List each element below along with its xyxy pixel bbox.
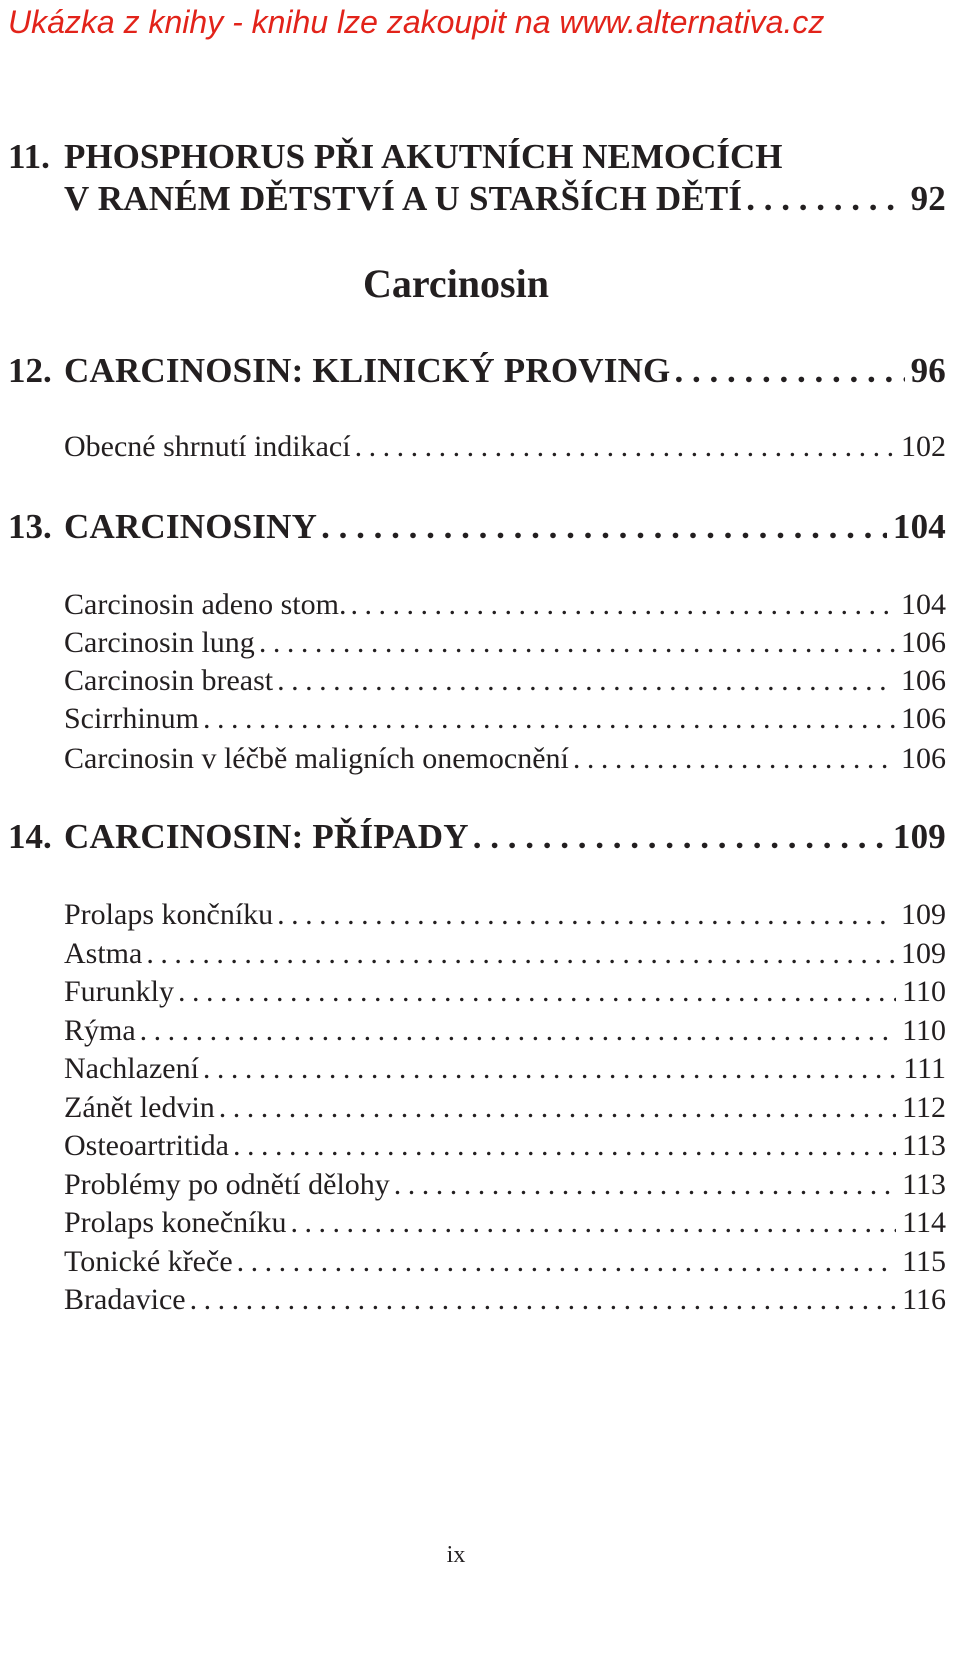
dot-leader: [746, 178, 904, 220]
dot-leader: [674, 350, 904, 392]
toc-chapter-entry: [64, 506, 946, 548]
dot-leader: [473, 816, 887, 858]
toc-chapter-entry: [64, 816, 946, 858]
chapter-title-line: V RANÉM DĚTSTVÍ A U STARŠÍCH DĚTÍ: [64, 179, 743, 218]
page-number: 109: [892, 817, 946, 856]
page-number: 104: [892, 507, 946, 546]
entry-title: Problémy po odnětí dělohy: [64, 1168, 390, 1201]
chapter-title-line: PHOSPHORUS PŘI AKUTNÍCH NEMOCÍCH: [64, 137, 783, 176]
toc-chapter-entry: [64, 178, 946, 220]
dot-leader: [203, 1050, 897, 1088]
toc-entry: [64, 740, 946, 778]
entry-title: Nachlazení: [64, 1052, 199, 1085]
entry-title: Carcinosin adeno stom.: [64, 588, 347, 621]
dot-leader: [321, 506, 887, 548]
chapter-number: 13.: [8, 507, 52, 546]
page-number: 112: [902, 1091, 946, 1124]
toc-entry: [64, 1166, 946, 1204]
dot-leader: [237, 1243, 896, 1281]
toc-entry: [64, 896, 946, 934]
toc-entry: [64, 1089, 946, 1127]
dot-leader: [146, 935, 895, 973]
page-number: 106: [901, 664, 946, 697]
page-number: 106: [901, 742, 946, 775]
chapter-number: 14.: [8, 817, 52, 856]
entry-title: Zánět ledvin: [64, 1091, 215, 1124]
dot-leader: [394, 1166, 896, 1204]
toc-entry: [64, 1243, 946, 1281]
toc-entry: [64, 1204, 946, 1242]
promo-banner: Ukázka z knihy - knihu lze zakoupit na www.alternativa.cz: [8, 4, 825, 40]
entry-title: Scirrhinum: [64, 702, 199, 735]
chapter-title: CARCINOSIN: KLINICKÝ PROVING: [64, 351, 671, 390]
toc-entry: [64, 1050, 946, 1088]
chapter-title: CARCINOSIN: PŘÍPADY: [64, 817, 469, 856]
dot-leader: [277, 896, 895, 934]
toc-entry: [64, 973, 946, 1011]
toc-entry: [64, 1127, 946, 1165]
page-number: 115: [902, 1245, 946, 1278]
page-number: 114: [902, 1206, 946, 1239]
page-number: 92: [910, 179, 946, 218]
chapter-number: 12.: [8, 351, 52, 390]
entry-title: Tonické křeče: [64, 1245, 233, 1278]
dot-leader: [277, 662, 895, 700]
page-number: 113: [902, 1129, 946, 1162]
entry-title: Carcinosin breast: [64, 664, 274, 697]
page-number: 102: [901, 430, 946, 463]
dot-leader: [259, 624, 895, 662]
page-number: 106: [901, 702, 946, 735]
dot-leader: [219, 1089, 896, 1127]
toc-chapter-entry: [64, 350, 946, 392]
section-heading: Carcinosin: [363, 261, 549, 306]
dot-leader: [178, 973, 896, 1011]
toc-entry: [64, 700, 946, 738]
toc-entry: [64, 935, 946, 973]
page-number: 116: [902, 1283, 946, 1316]
page-number: 104: [901, 588, 946, 621]
toc-entry: [64, 624, 946, 662]
toc-entry: [64, 586, 946, 624]
page-number: 113: [902, 1168, 946, 1201]
dot-leader: [203, 700, 895, 738]
entry-title: Furunkly: [64, 975, 175, 1008]
page-number: 110: [902, 1014, 946, 1047]
entry-title: Obecné shrnutí indikací: [64, 430, 351, 463]
dot-leader: [290, 1204, 896, 1242]
dot-leader: [573, 740, 895, 778]
toc-entry: [64, 1281, 946, 1319]
dot-leader: [233, 1127, 896, 1165]
page-number: 111: [903, 1052, 946, 1085]
page-number: 96: [910, 351, 946, 390]
toc-entry: [64, 1012, 946, 1050]
page-folio: ix: [446, 1542, 466, 1568]
page-number: 106: [901, 626, 946, 659]
entry-title: Bradavice: [64, 1283, 186, 1316]
dot-leader: [190, 1281, 897, 1319]
entry-title: Rýma: [64, 1014, 136, 1047]
entry-title: Prolaps končníku: [64, 898, 274, 931]
dot-leader: [350, 586, 895, 624]
dot-leader: [140, 1012, 896, 1050]
dot-leader: [355, 428, 895, 466]
entry-title: Carcinosin lung: [64, 626, 255, 659]
page-number: 109: [901, 898, 946, 931]
toc-entry: [64, 428, 946, 466]
chapter-number: 11.: [8, 137, 50, 176]
page-number: 110: [902, 975, 946, 1008]
chapter-title: CARCINOSINY: [64, 507, 318, 546]
entry-title: Osteoartritida: [64, 1129, 229, 1162]
toc-entry: [64, 662, 946, 700]
entry-title: Prolaps konečníku: [64, 1206, 287, 1239]
entry-title: Astma: [64, 937, 143, 970]
page-number: 109: [901, 937, 946, 970]
entry-title: Carcinosin v léčbě maligních onemocnění: [64, 742, 569, 775]
